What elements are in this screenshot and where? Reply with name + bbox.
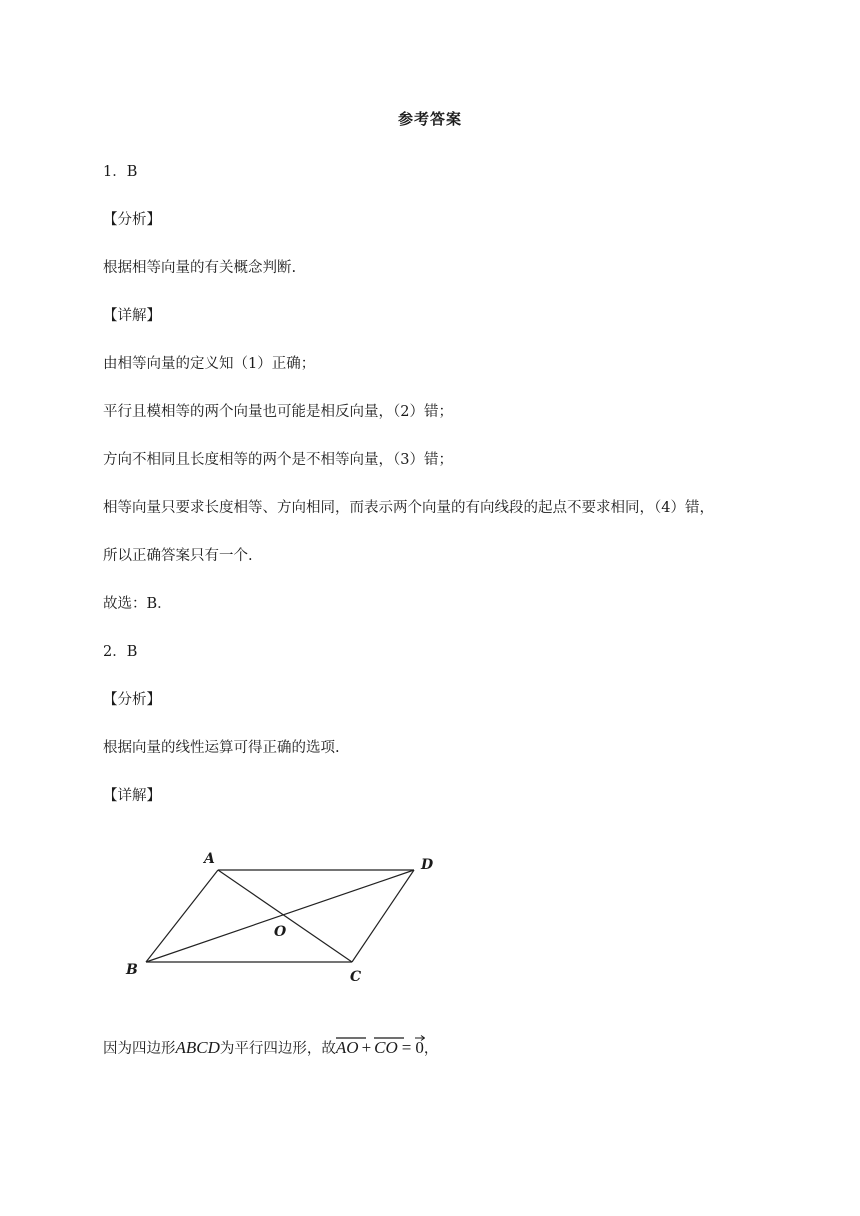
vector-CO xyxy=(374,1034,398,1056)
zero-vector xyxy=(415,1034,424,1056)
equals-sign: = xyxy=(401,1038,412,1057)
vector-bar-icon xyxy=(374,1034,404,1042)
diagonal-BD xyxy=(146,870,414,962)
parallelogram-figure xyxy=(118,842,458,992)
page-title: 参考答案 xyxy=(397,110,462,128)
diagonal-AC xyxy=(218,870,352,962)
shape-name: ABCD xyxy=(175,1038,220,1057)
zero-vector-label: 0 xyxy=(415,1038,424,1057)
answer-1-number: 1．B xyxy=(103,164,138,180)
label-O: O xyxy=(274,924,287,940)
vector-AO-label: AO xyxy=(335,1038,359,1057)
conclusion-prefix: 因为四边形 xyxy=(103,1041,176,1057)
label-C: C xyxy=(350,969,362,985)
conclusion-middle: 为平行四边形，故 xyxy=(219,1041,336,1057)
label-D: D xyxy=(421,857,434,873)
detail-line-5: 所以正确答案只有一个. xyxy=(103,548,253,564)
detail-line-1: 由相等向量的定义知（1）正确； xyxy=(103,356,316,372)
analysis-heading-2: 【分析】 xyxy=(103,692,161,708)
analysis-text-2: 根据向量的线性运算可得正确的选项. xyxy=(103,740,340,756)
choice-line-1: 故选：B． xyxy=(103,596,172,612)
analysis-heading-1: 【分析】 xyxy=(103,212,161,228)
answer-2-number: 2．B xyxy=(103,644,138,660)
detail-heading-1: 【详解】 xyxy=(103,308,161,324)
detail-heading-2: 【详解】 xyxy=(103,788,161,804)
parallelogram-diagram xyxy=(118,842,458,992)
edge-DC xyxy=(352,870,414,962)
conclusion-line xyxy=(103,1034,438,1058)
vector-AO xyxy=(336,1034,359,1056)
edge-AB xyxy=(146,870,218,962)
label-B: B xyxy=(126,962,138,978)
vector-arrow-icon xyxy=(415,1034,425,1042)
detail-line-4: 相等向量只要求长度相等、方向相同，而表示两个向量的有向线段的起点不要求相同，（4）错， xyxy=(103,500,714,516)
vector-CO-label: CO xyxy=(374,1038,398,1057)
vector-bar-icon xyxy=(336,1034,366,1042)
detail-line-3: 方向不相同且长度相等的两个是不相等向量，（3）错； xyxy=(103,452,453,468)
conclusion-suffix: ， xyxy=(423,1041,439,1057)
analysis-text-1: 根据相等向量的有关概念判断. xyxy=(103,260,297,276)
label-A: A xyxy=(204,851,215,867)
plus-sign: + xyxy=(361,1038,372,1057)
detail-line-2: 平行且模相等的两个向量也可能是相反向量，（2）错； xyxy=(103,404,453,420)
